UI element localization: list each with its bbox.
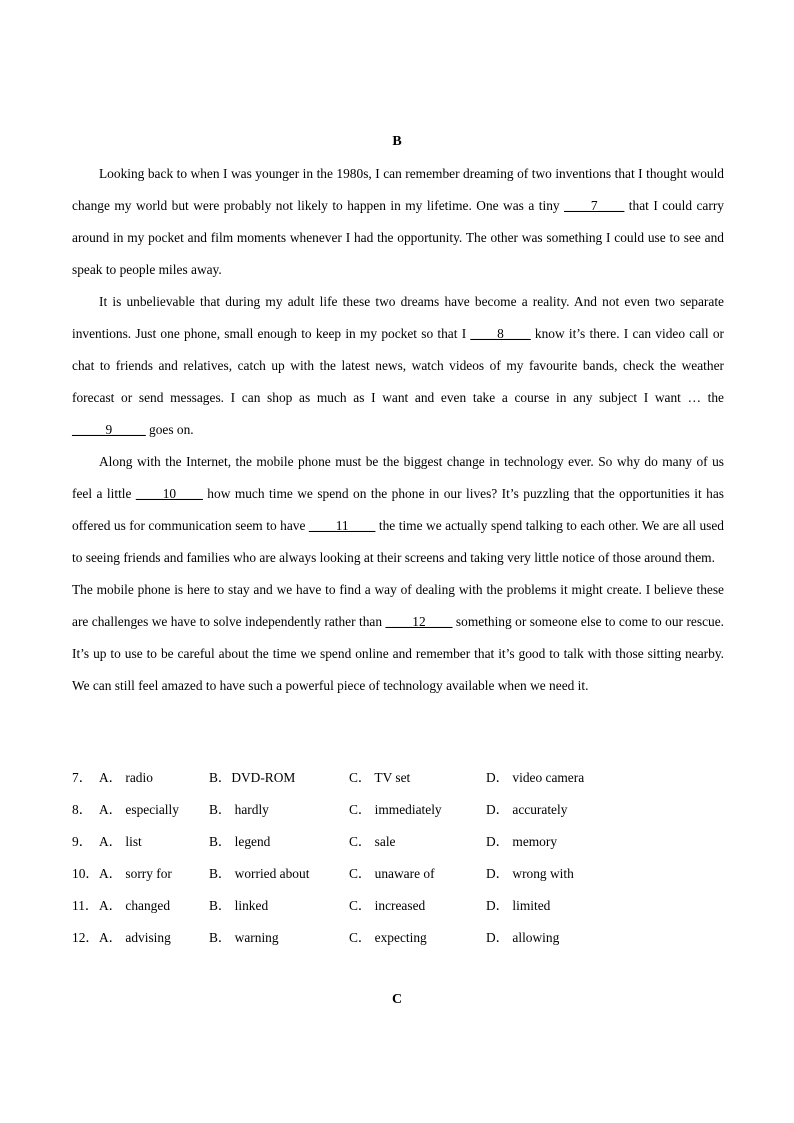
- paragraph-4-text-a: The mobile phone is here to stay and we have to find a way of dealing with the problems it might create. I believe these are challenges we have to solve independently rather than: [72, 582, 724, 629]
- paragraph-3-text-b: how much time we spend on the phone in our lives? It’s puzzling that the opportunities it has offered us for communication seem to have: [72, 486, 724, 533]
- option-c: C． immediately: [349, 802, 442, 817]
- option-c: C． expecting: [349, 930, 427, 945]
- question-number: 11．: [72, 898, 99, 913]
- blank-9: _____9_____: [72, 422, 146, 437]
- option-b: B． hardly: [209, 802, 269, 817]
- option-b: B． warning: [209, 930, 279, 945]
- question-row: [72, 794, 724, 826]
- question-row: [72, 762, 724, 794]
- option-b: B． linked: [209, 898, 269, 913]
- option-a: A． especially: [99, 802, 179, 817]
- option-d: D． limited: [486, 898, 551, 913]
- option-a: A． radio: [99, 770, 153, 785]
- blank-12: ____12____: [385, 614, 453, 629]
- blank-8: ____8____: [470, 326, 531, 341]
- option-a: A． sorry for: [99, 866, 172, 881]
- option-a: A． advising: [99, 930, 171, 945]
- option-d: D． memory: [486, 834, 558, 849]
- question-row: [72, 922, 724, 954]
- passage-b: [72, 158, 724, 702]
- paragraph-3-text-a: Along with the Internet, the mobile phone must be the biggest change in technology ever. So why do many of us feel a little: [72, 454, 724, 501]
- question-number: 7．: [72, 770, 93, 785]
- blank-11: ____11____: [308, 518, 376, 533]
- answer-options: [72, 762, 724, 954]
- option-d: D． video camera: [486, 770, 585, 785]
- blank-10: ____10____: [135, 486, 203, 501]
- option-d: D． accurately: [486, 802, 568, 817]
- question-row: [72, 826, 724, 858]
- question-number: 9．: [72, 834, 93, 849]
- option-c: C． increased: [349, 898, 426, 913]
- option-b: B． worried about: [209, 866, 310, 881]
- paragraph-2: [72, 286, 724, 446]
- blank-7: ____7____: [564, 198, 625, 213]
- option-c: C． unaware of: [349, 866, 435, 881]
- paragraph-4: [72, 574, 724, 702]
- paragraph-2-text-b: know it’s there. I can video call or chat to friends and relatives, catch up with the latest news, watch videos of my favourite bands, check the weather forecast or send messages. I can shop as much as I want and even take a course in any subject I want … the: [72, 326, 724, 405]
- option-b: B． legend: [209, 834, 271, 849]
- paragraph-1-text-b: that I could carry around in my pocket and film moments whenever I had the opportunity. The other was something I could use to see and speak to people miles away.: [72, 198, 724, 277]
- question-number: 8．: [72, 802, 93, 817]
- question-row: [72, 890, 724, 922]
- paragraph-1-text-a: Looking back to when I was younger in the 1980s, I can remember dreaming of two inventions that I thought would change my world but were probably not likely to happen in my lifetime. One was a tiny: [72, 166, 724, 213]
- option-b: B．DVD-ROM: [209, 770, 296, 785]
- section-b-title: B: [392, 134, 402, 149]
- option-a: A． list: [99, 834, 142, 849]
- option-c: C． sale: [349, 834, 396, 849]
- paragraph-1: [72, 158, 724, 286]
- question-row: [72, 858, 724, 890]
- paragraph-2-text-c: goes on.: [145, 422, 194, 437]
- paragraph-4-text-b: something or someone else to come to our rescue. It’s up to use to be careful about the time we spend online and remember that it’s good to talk with those sitting nearby. We can still feel amazed to have such a powerful piece of technology available when we need it.: [72, 614, 724, 693]
- paragraph-2-text-a: It is unbelievable that during my adult life these two dreams have become a reality. And not even two separate inventions. Just one phone, small enough to keep in my pocket so that I: [72, 294, 724, 341]
- question-number: 12．: [72, 930, 99, 945]
- option-d: D． wrong with: [486, 866, 574, 881]
- section-c-title: C: [391, 992, 403, 1007]
- option-a: A． changed: [99, 898, 171, 913]
- option-d: D． allowing: [486, 930, 560, 945]
- option-c: C． TV set: [349, 770, 411, 785]
- paragraph-3-text-c: the time we actually spend talking to each other. We are all used to seeing friends and families who are always looking at their screens and taking very little notice of those around them.: [72, 518, 724, 565]
- question-number: 10．: [72, 866, 99, 881]
- paragraph-3: [72, 446, 724, 574]
